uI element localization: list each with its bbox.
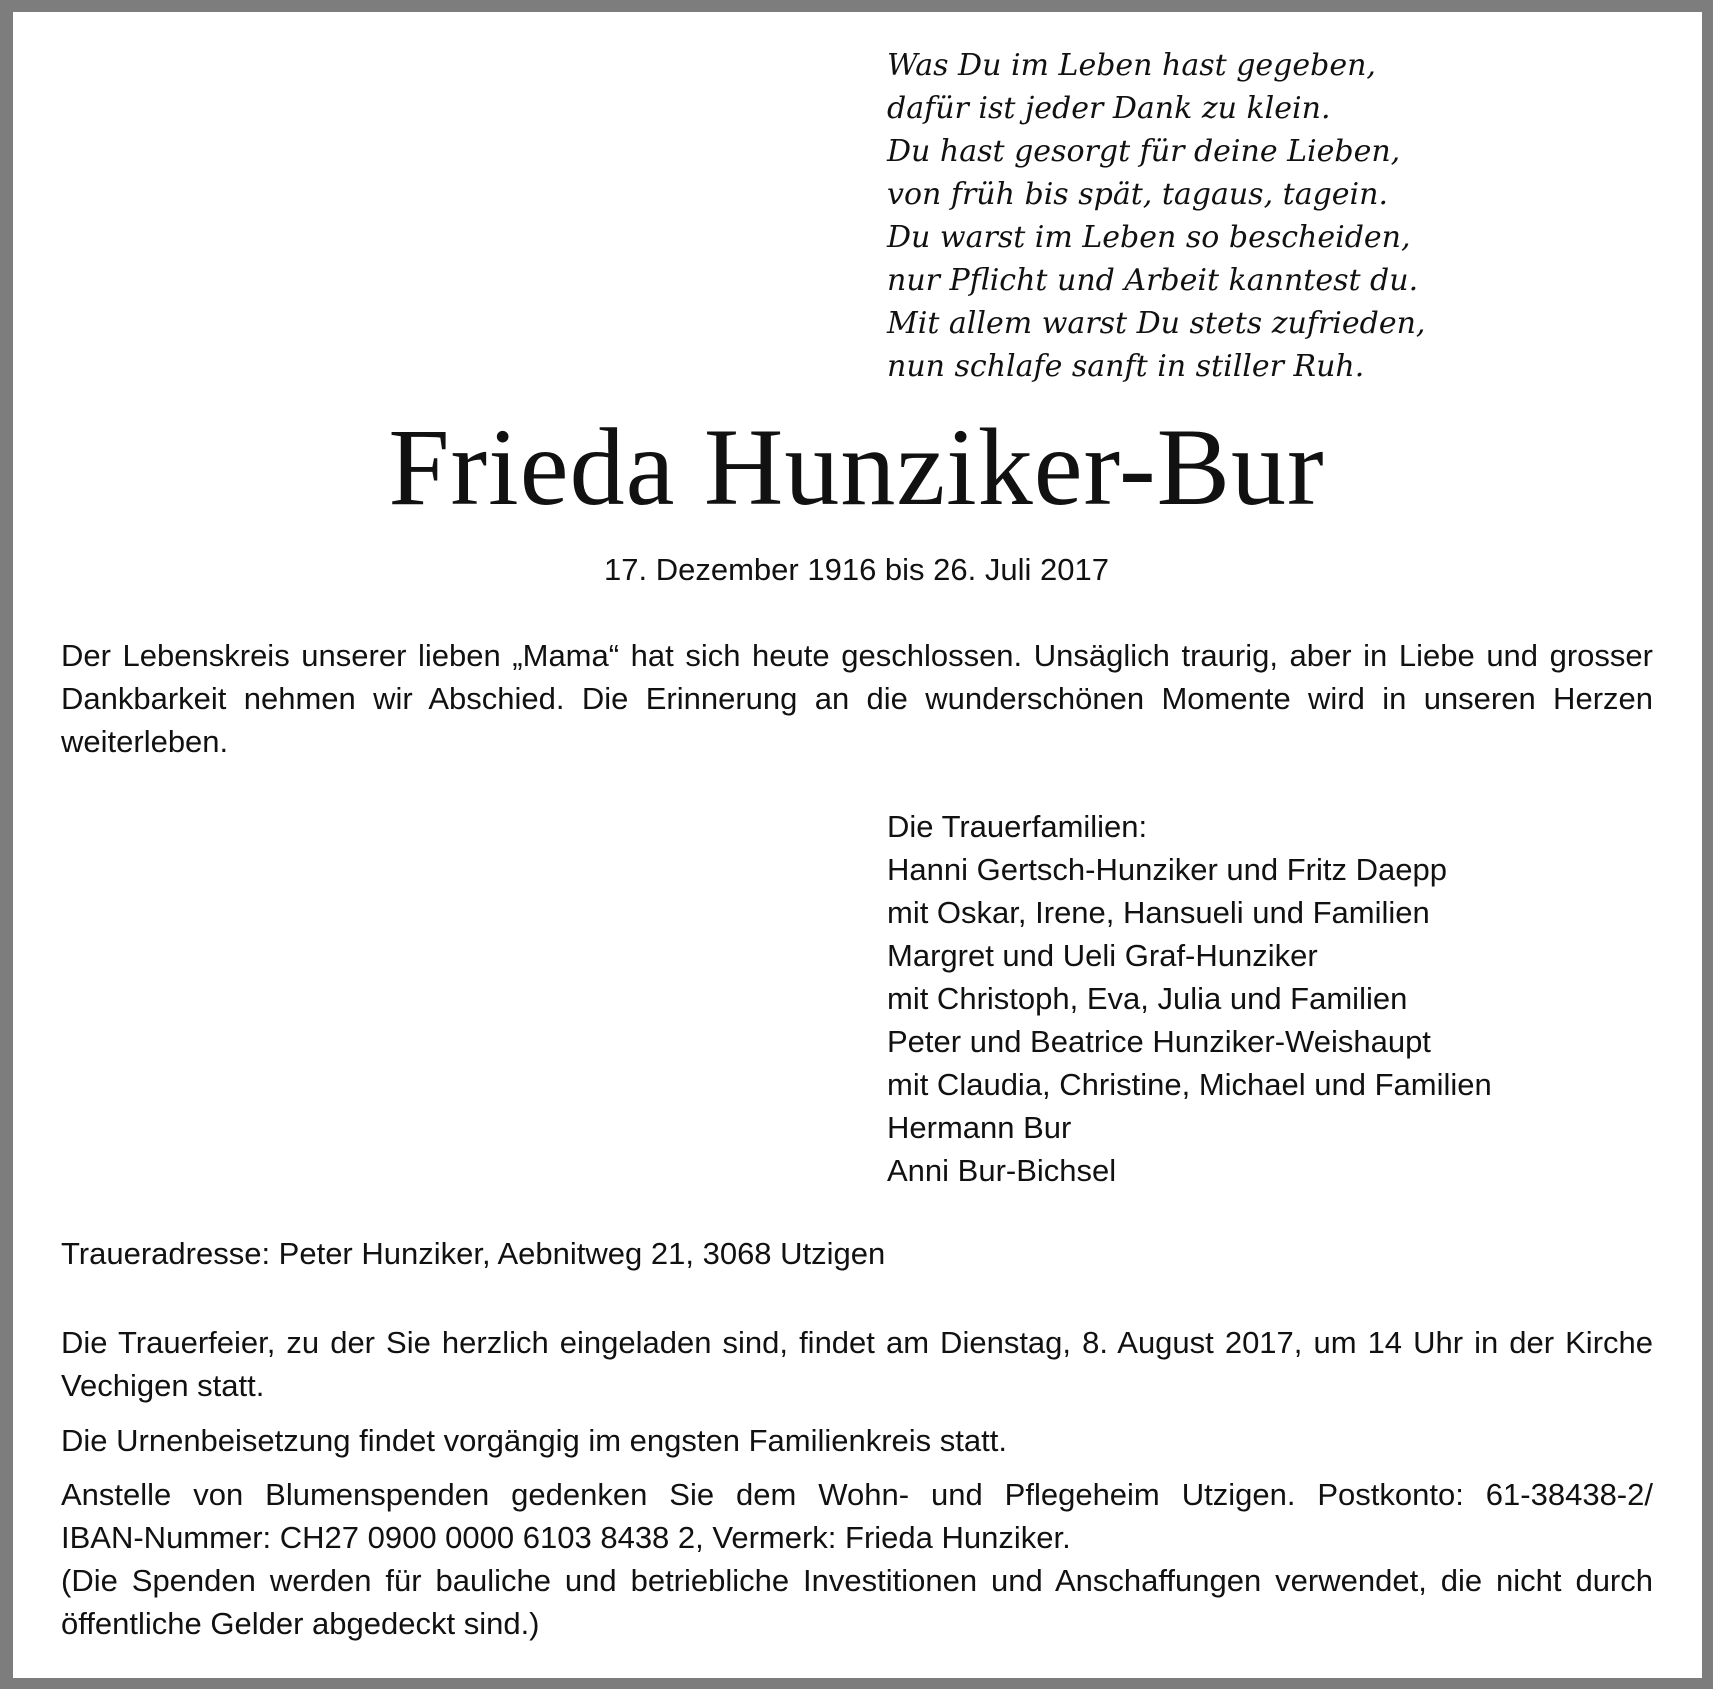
donation-line: Anstelle von Blumenspenden gedenken Sie dem Wohn- und Pflegeheim Utzigen. Postkonto: 61-38438-2/ — [61, 1477, 1653, 1512]
family-line: mit Claudia, Christine, Michael und Familien — [887, 1067, 1492, 1102]
urn-burial-info: Die Urnenbeisetzung findet vorgängig im engsten Familienkreis statt. — [61, 1423, 1007, 1458]
family-line: Margret und Ueli Graf-Hunziker — [887, 938, 1318, 973]
poem-line: von früh bis spät, tagaus, tagein. — [887, 177, 1389, 212]
poem-line: dafür ist jeder Dank zu klein. — [887, 91, 1331, 126]
intro-paragraph: Der Lebenskreis unserer lieben „Mama“ hat sich heute geschlossen. Unsäglich traurig, aber in Liebe und grosser Dankbarkeit nehmen wir Abschied. Die Erinnerung an die wunderschönen Momente wird in unseren Herzen weiterleben. — [61, 638, 1653, 759]
memorial-poem — [887, 44, 1425, 388]
donation-iban: IBAN-Nummer: CH27 0900 0000 6103 8438 2, Vermerk: Frieda Hunziker. — [61, 1520, 1071, 1555]
poem-line: Du hast gesorgt für deine Lieben, — [887, 134, 1401, 169]
poem-line: nun schlafe sanft in stiller Ruh. — [887, 349, 1365, 384]
poem-line: Du warst im Leben so bescheiden, — [887, 220, 1411, 255]
life-dates: 17. Dezember 1916 bis 26. Juli 2017 — [604, 552, 1109, 587]
family-line: Peter und Beatrice Hunziker-Weishaupt — [887, 1024, 1431, 1059]
family-line: Hanni Gertsch-Hunziker und Fritz Daepp — [887, 852, 1447, 887]
family-line: mit Christoph, Eva, Julia und Familien — [887, 981, 1408, 1016]
families-heading: Die Trauerfamilien: — [887, 809, 1148, 844]
deceased-name: Frieda Hunziker-Bur — [388, 406, 1325, 528]
mourning-families — [887, 805, 1492, 1192]
family-line: mit Oskar, Irene, Hansueli und Familien — [887, 895, 1430, 930]
donation-info — [61, 1473, 1653, 1645]
funeral-service-info: Die Trauerfeier, zu der Sie herzlich eingeladen sind, findet am Dienstag, 8. August 2017, um 14 Uhr in der Kirche Vechigen statt. — [61, 1325, 1653, 1403]
family-line: Hermann Bur — [887, 1110, 1072, 1145]
poem-line: Was Du im Leben hast gegeben, — [887, 48, 1376, 83]
poem-line: Mit allem warst Du stets zufrieden, — [887, 306, 1426, 341]
mourning-address: Traueradresse: Peter Hunziker, Aebnitweg 21, 3068 Utzigen — [61, 1236, 886, 1271]
family-line: Anni Bur-Bichsel — [887, 1153, 1117, 1188]
donation-note: (Die Spenden werden für bauliche und betriebliche Investitionen und Anschaffungen verwendet, die nicht durch öffentliche Gelder abgedeckt sind.) — [61, 1563, 1653, 1641]
poem-line: nur Pflicht und Arbeit kanntest du. — [887, 263, 1419, 298]
